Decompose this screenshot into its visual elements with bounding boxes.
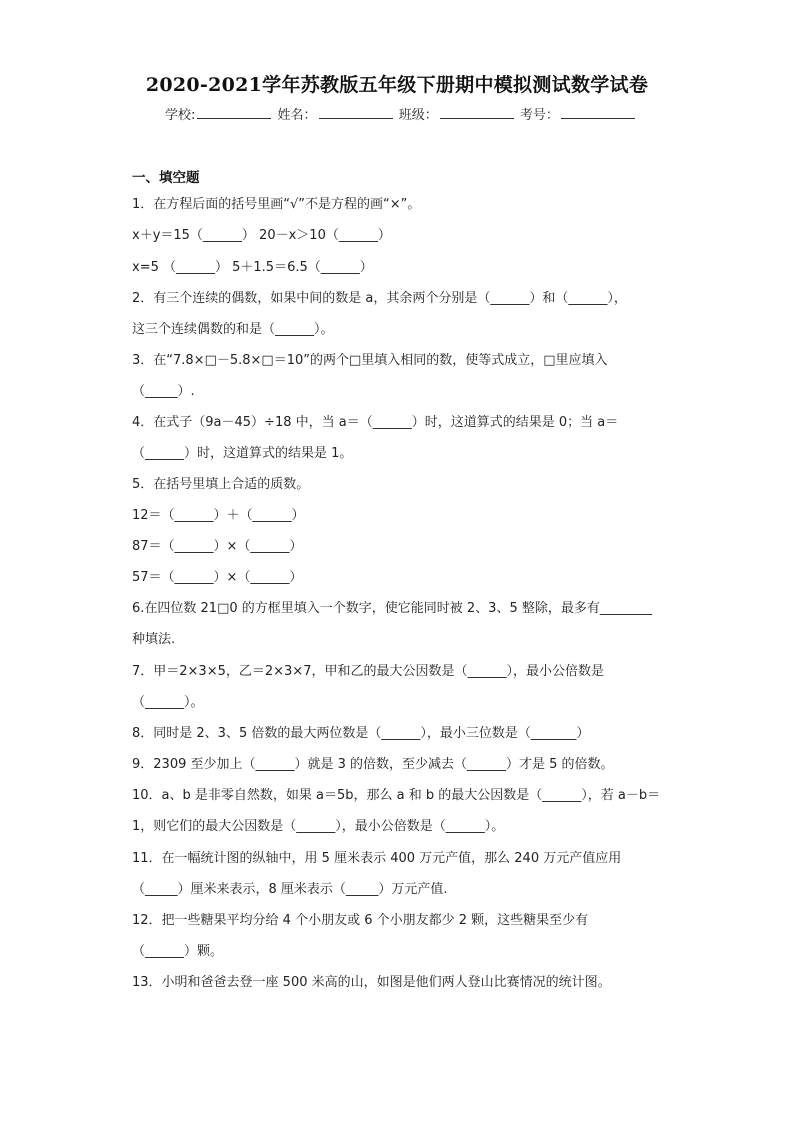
school-label: 学校:	[165, 108, 196, 123]
question-line: 13．小明和爸爸去登一座 500 米高的山，如图是他们两人登山比赛情况的统计图。	[132, 975, 611, 990]
question-line: x＋y＝15（______） 20－x＞10（______）	[132, 228, 391, 243]
question-line: 10．a、b 是非零自然数，如果 a＝5b，那么 a 和 b 的最大公因数是（______），若 a－b＝	[132, 788, 661, 803]
question-line: 12＝（______）＋（______）	[132, 508, 305, 523]
question-line: 11．在一幅统计图的纵轴中，用 5 厘米表示 400 万元产值，那么 240 万元产值应用	[132, 851, 622, 866]
student-info-row	[165, 104, 637, 123]
number-blank[interactable]	[561, 105, 635, 119]
question-line: 1．在方程后面的括号里画“√”不是方程的画“×”。	[132, 197, 421, 212]
question-line: 3．在“7.8×□－5.8×□＝10”的两个□里填入相同的数，使等式成立，□里应填入	[132, 353, 608, 368]
class-label: 班级：	[398, 108, 438, 123]
question-line: 4．在式子（9a－45）÷18 中，当 a＝（______）时，这道算式的结果是 0；当 a＝	[132, 415, 619, 430]
question-line: 57＝（______）×（______）	[132, 570, 303, 585]
name-blank[interactable]	[319, 105, 393, 119]
class-blank[interactable]	[440, 105, 514, 119]
question-line: （______）。	[132, 695, 204, 710]
question-line: 种填法.	[132, 632, 176, 647]
question-line: 7．甲＝2×3×5，乙＝2×3×7，甲和乙的最大公因数是（______），最小公倍数是	[132, 664, 604, 679]
question-line: 6.在四位数 21□0 的方框里填入一个数字，使它能同时被 2、3、5 整除，最多有________	[132, 601, 652, 616]
question-line: 1，则它们的最大公因数是（______），最小公倍数是（______）。	[132, 819, 505, 834]
section-title: 一、填空题	[132, 170, 200, 186]
page-title: 2020-2021学年苏教版五年级下册期中模拟测试数学试卷	[145, 74, 649, 96]
question-line: 12．把一些糖果平均分给 4 个小朋友或 6 个小朋友都少 2 颗，这些糖果至少有	[132, 913, 589, 928]
question-line: 5．在括号里填上合适的质数。	[132, 477, 310, 492]
question-line: 8．同时是 2、3、5 倍数的最大两位数是（______），最小三位数是（_______）	[132, 726, 590, 741]
question-line: （_____）厘米来表示，8 厘米表示（_____）万元产值.	[132, 882, 448, 897]
question-line: 9．2309 至少加上（______）就是 3 的倍数，至少减去（______）才是 5 的倍数。	[132, 757, 614, 772]
name-label: 姓名：	[277, 108, 317, 123]
question-line: x=5 （______） 5＋1.5＝6.5（______）	[132, 260, 373, 275]
number-label: 考号：	[519, 108, 559, 123]
question-line: 这三个连续偶数的和是（______）。	[132, 322, 334, 337]
question-line: （______）时，这道算式的结果是 1。	[132, 446, 353, 461]
question-line: 87＝（______）×（______）	[132, 539, 303, 554]
question-line: 2．有三个连续的偶数，如果中间的数是 a，其余两个分别是（______）和（______），	[132, 291, 627, 306]
school-blank[interactable]	[197, 105, 271, 119]
question-line: （_____）.	[132, 384, 195, 399]
question-line: （______）颗。	[132, 944, 224, 959]
